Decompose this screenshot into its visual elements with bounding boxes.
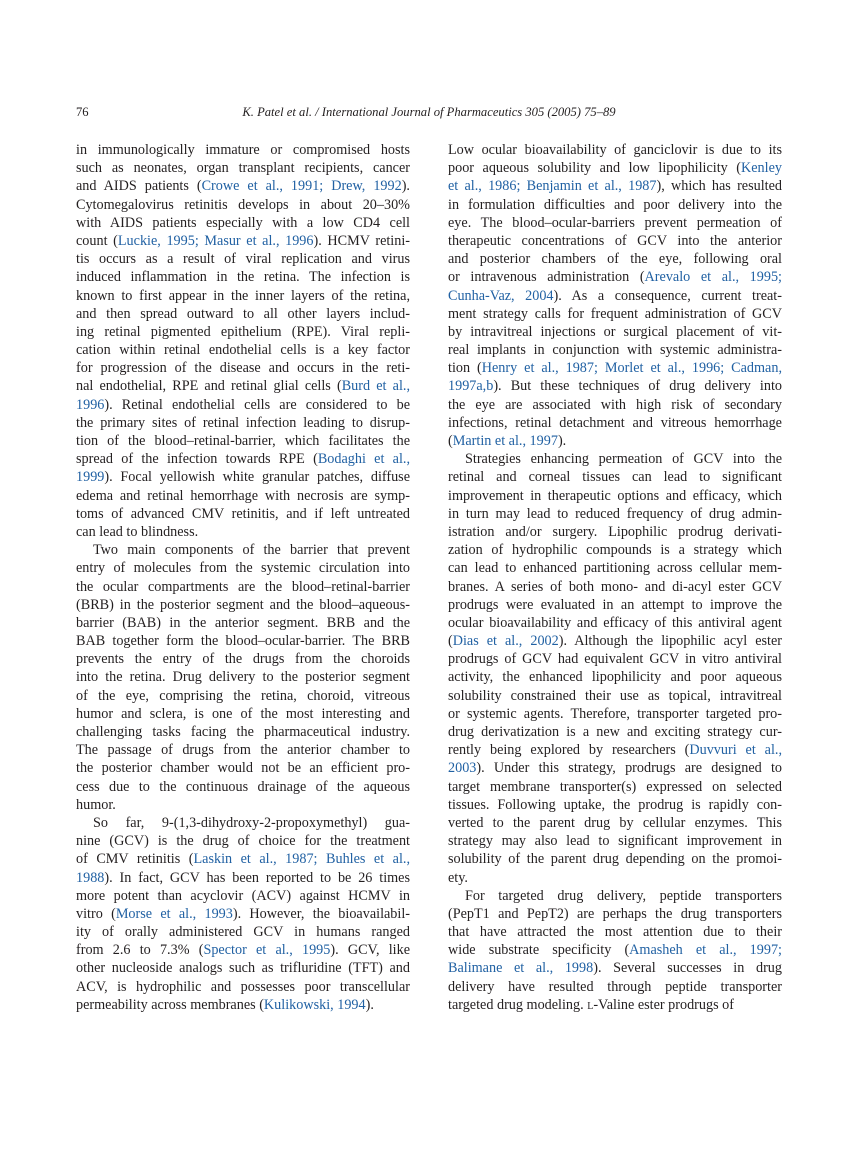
text-line [448,796,782,814]
text-line [76,305,410,323]
text-segment: from 2.6 to 7.3% ( [76,942,204,959]
text-line [76,359,410,377]
text-segment: tion of the blood–retinal-barrier, which facilitates the [76,433,410,449]
text-line [76,450,410,468]
text-segment: ). Retinal endothelial cells are considered to be [104,396,410,413]
text-segment: BAB together form the blood–ocular-barrier. The BRB [76,633,410,650]
text-segment: ). HCMV retini- [313,232,410,249]
text-segment: istration and/or surgery. Lipophilic prodrug derivati- [448,523,782,540]
text-line [448,632,782,650]
text-line [448,250,782,268]
citation-link[interactable]: Balimane et al., 1998 [448,960,594,977]
text-line [448,468,782,486]
text-line [448,323,782,341]
text-segment: delivery have resulted through peptide transporter [448,978,782,995]
text-segment: nine (GCV) is the drug of choice for the treatment [76,833,410,850]
text-segment: solubility of the parent drug depending on the promoi- [448,851,782,868]
text-segment: into the retina. Drug delivery to the posterior segment [76,669,410,686]
citation-link[interactable]: Dias et al., 2002 [452,633,559,650]
text-line [76,250,410,268]
text-line [76,487,410,505]
text-line [76,396,410,414]
text-line [448,432,782,450]
text-segment: of the eye, comprising the retina, choroid, vitreous [76,687,410,704]
text-line [448,996,782,1014]
text-segment: ment strategy calls for frequent administration of GCV [448,305,782,322]
right-column [448,141,782,1014]
text-segment: in immunologically immature or compromised hosts [76,142,410,158]
text-segment: and then spread outward to all other layers includ- [76,305,410,322]
citation-link[interactable]: 1988 [76,869,105,886]
text-line [448,741,782,759]
text-segment: ocular bioavailability and efficacy of this antiviral agent [448,614,782,631]
text-segment: nal endothelial, RPE and retinal glial cells ( [76,378,342,395]
text-segment: the eye are associated with high risk of secondary [448,396,782,413]
text-line [448,869,782,887]
text-line [76,159,410,177]
text-segment: for progression of the disease and occurs in the reti- [76,360,410,377]
text-segment: -Valine ester prodrugs of [593,996,734,1013]
text-line [76,232,410,250]
text-line [76,978,410,996]
citation-link[interactable]: 2003 [448,760,477,777]
text-line [448,578,782,596]
text-line [448,705,782,723]
text-line [76,905,410,923]
citation-link[interactable]: 1996 [76,396,105,413]
text-line [76,941,410,959]
text-segment: ). Under this strategy, prodrugs are designed to [476,760,782,777]
text-line [448,650,782,668]
text-line [76,850,410,868]
page-number: 76 [76,105,89,119]
text-line [448,614,782,632]
text-line [448,832,782,850]
text-line [76,614,410,632]
text-segment: barrier (BAB) in the anterior segment. BRB and the [76,614,410,631]
text-line [76,741,410,759]
text-line [76,468,410,486]
citation-link[interactable]: Bodaghi et al., [317,451,410,468]
text-segment: count ( [76,232,118,249]
text-segment: eye. The blood–ocular-barriers prevent permeation of [448,214,782,231]
text-line [76,559,410,577]
text-segment: ). [557,433,567,449]
citation-link[interactable]: Amasheh et al., 1997; [629,942,782,959]
text-segment: (PepT1 and PepT2) are perhaps the drug transporters [448,905,782,922]
text-line [448,396,782,414]
text-segment: in formulation difficulties and poor delivery into the [448,196,782,213]
text-line [448,414,782,432]
text-segment: improvement in therapeutic options and efficacy, which [448,487,782,504]
text-segment: and posterior chambers of the eye, following oral [448,251,782,268]
citation-link[interactable]: Laskin et al., 1987; Buhles et al., [193,851,410,868]
text-segment: cess due to the continuous drainage of the aqueous [76,778,410,795]
text-segment: ity of orally administered GCV in humans ranged [76,924,410,941]
text-segment: verted to the parent drug by cellular enzymes. This [448,814,782,831]
text-line [76,650,410,668]
citation-link[interactable]: Luckie, 1995; Masur et al., 1996 [117,232,314,249]
text-segment: induced inflammation in the retina. The infection is [76,269,410,286]
citation-link[interactable]: Spector et al., 1995 [203,942,331,959]
text-line [448,287,782,305]
text-segment: spread of the infection towards RPE ( [76,451,318,468]
text-segment: humor. [76,796,116,813]
text-segment: ). GCV, like [330,942,410,959]
text-segment: ). But these techniques of drug delivery into [493,378,782,395]
text-line [76,632,410,650]
text-segment: So far, 9-(1,3-dihydroxy-2-propoxymethyl) gua- [93,814,410,831]
text-segment: ( [448,633,453,650]
citation-link[interactable]: Martin et al., 1997 [452,433,558,449]
text-line [76,596,410,614]
text-segment: For targeted drug delivery, peptide transporters [465,887,782,904]
citation-link[interactable]: et al., 1986; Benjamin et al., 1987 [448,178,657,195]
text-segment: target membrane transporter(s) expressed on selected [448,778,782,795]
text-line [448,377,782,395]
text-segment: targeted drug modeling. [448,996,588,1013]
text-segment: ). Although the lipophilic acyl ester [558,633,782,650]
text-line [448,305,782,323]
text-segment: tion ( [448,360,482,377]
text-line [448,268,782,286]
page-header [76,105,782,123]
text-segment: cation within retinal endothelial cells is a key factor [76,342,410,359]
left-column [76,141,410,1014]
text-segment: such as neonates, organ transplant recipients, cancer [76,160,410,177]
text-line [76,687,410,705]
text-segment: solubility constrained their use as topical, intravitreal [448,687,782,704]
text-line [76,796,410,814]
text-segment: more potent than acyclovir (ACV) against HCMV in [76,887,410,904]
text-line [76,759,410,777]
text-segment: ). [365,996,374,1013]
text-line [448,905,782,923]
running-head: K. Patel et al. / International Journal of Pharmaceutics 305 (2005) 75–89 [242,105,616,119]
text-line [448,923,782,941]
text-segment: ). Several successes in drug [593,960,782,977]
text-line [76,832,410,850]
text-line [448,959,782,977]
text-segment: poor aqueous solubility and low lipophilicity ( [448,160,742,177]
text-line [448,687,782,705]
text-segment: permeability across membranes ( [76,996,264,1013]
text-segment: prodrugs were evaluated in an attempt to improve the [448,596,782,613]
text-segment: edema and retinal hemorrhage with necrosis are symp- [76,487,410,504]
text-segment: toms of advanced CMV retinitis, and if left untreated [76,505,410,522]
text-line [76,214,410,232]
text-segment: branes. A series of both mono- and di-acyl ester GCV [448,578,782,595]
text-line [448,214,782,232]
text-line [76,814,410,832]
citation-link[interactable]: 1999 [76,469,105,486]
text-line [76,523,410,541]
text-segment: Cytomegalovirus retinitis develops in about 20–30% [76,196,410,213]
text-line [76,141,410,159]
citation-link[interactable]: Cunha-Vaz, 2004 [448,287,554,304]
text-line [448,596,782,614]
text-line [448,668,782,686]
text-line [76,287,410,305]
text-segment: prevents the entry of the drugs from the choroids [76,651,410,668]
text-line [76,723,410,741]
text-segment: ). [401,178,410,195]
text-line [448,177,782,195]
text-segment: can lead to blindness. [76,523,199,540]
text-line [448,887,782,905]
text-line [448,941,782,959]
text-segment: the primary sites of retinal infection leading to disrup- [76,414,410,431]
text-line [448,232,782,250]
text-segment: vitro ( [76,905,116,922]
citation-link[interactable]: Kulikowski, 1994 [263,996,366,1013]
text-line [76,869,410,887]
text-segment: tissues. Following uptake, the prodrug is rapidly con- [448,796,782,813]
text-segment: The passage of drugs from the anterior chamber to [76,742,410,759]
text-line [448,359,782,377]
text-segment: and AIDS patients ( [76,178,202,195]
text-line [76,341,410,359]
text-line [76,578,410,596]
text-segment: by intravitreal injections or surgical placement of vit- [448,323,782,340]
text-line [448,505,782,523]
text-segment: challenging tasks facing the pharmaceutical industry. [76,724,410,740]
text-line [76,377,410,395]
text-segment: ). In fact, GCV has been reported to be 26 times [104,869,410,886]
text-line [448,341,782,359]
citation-link[interactable]: Morse et al., 1993 [115,905,233,922]
text-segment: prodrugs of GCV had equivalent GCV in vitro antiviral [448,651,782,668]
text-line [76,887,410,905]
text-segment: tis occurs as a result of viral replication and virus [76,251,410,268]
text-line [448,778,782,796]
text-segment: ety. [448,869,468,886]
text-line [76,177,410,195]
text-line [76,959,410,977]
text-line [76,505,410,523]
text-segment: Two main components of the barrier that prevent [93,542,410,559]
citation-link[interactable]: Crowe et al., 1991; Drew, 1992 [201,178,402,195]
text-line [76,268,410,286]
citation-link[interactable]: Arevalo et al., 1995; [644,269,782,286]
text-segment: Strategies enhancing permeation of GCV into the [465,451,782,468]
text-segment: infections, retinal detachment and vitreous hemorrhage [448,414,782,431]
text-segment: in turn may lead to reduced frequency of drug admin- [448,505,782,522]
text-line [448,196,782,214]
citation-link[interactable]: Burd et al., [341,378,410,395]
text-segment: real implants in conjunction with systemic administra- [448,342,782,359]
citation-link[interactable]: Kenley [741,160,782,177]
text-segment: ing retinal pigmented epithelium (RPE). Viral repli- [76,323,410,340]
text-segment: with AIDS patients especially with a low CD4 cell [76,214,410,231]
text-segment: therapeutic concentrations of GCV into the anterior [448,232,782,249]
text-line [448,814,782,832]
text-line [76,414,410,432]
text-line [448,759,782,777]
text-segment: zation of hydrophilic compounds is a strategy which [448,542,782,559]
text-segment: strategy may also lead to significant improvement in [448,833,782,850]
citation-link[interactable]: Henry et al., 1987; Morlet et al., 1996; Cadman, [481,360,782,377]
text-line [76,778,410,796]
text-segment: retinal and corneal tissues can lead to significant [448,469,782,486]
text-line [448,559,782,577]
text-segment: the posterior chamber would not be an efficient pro- [76,760,410,777]
text-segment: or intravenous administration ( [448,269,645,286]
text-segment: entry of molecules from the systemic circulation into [76,560,410,577]
text-segment: rently being explored by researchers ( [448,742,690,759]
text-segment: ( [448,433,453,449]
small-caps-text: l [587,996,594,1013]
text-line [76,923,410,941]
text-segment: wide substrate specificity ( [448,942,630,959]
text-segment: Low ocular bioavailability of ganciclovir is due to its [448,142,782,158]
text-line [76,432,410,450]
text-line [76,323,410,341]
citation-link[interactable]: 1997a,b [448,378,494,395]
text-segment: of CMV retinitis ( [76,851,194,868]
text-segment: ). As a consequence, current treat- [553,287,782,304]
text-segment: other nucleoside analogs such as trifluridine (TFT) and [76,960,410,977]
citation-link[interactable]: Duvvuri et al., [689,742,782,759]
text-segment: ). However, the bioavailabil- [232,905,410,922]
text-line [448,723,782,741]
text-line [76,196,410,214]
text-segment: can lead to enhanced partitioning across cellular mem- [448,560,782,577]
text-segment: that have attracted the most attention due to their [448,924,782,941]
text-segment: ), which has resulted [656,178,782,195]
text-segment: ). Focal yellowish white granular patches, diffuse [104,469,410,486]
text-line [448,523,782,541]
text-line [76,996,410,1014]
text-line [76,705,410,723]
text-line [448,541,782,559]
text-segment: (BRB) in the posterior segment and the blood–aqueous- [76,596,410,613]
text-segment: ACV, is hydrophilic and possesses poor transcellular [76,978,410,995]
text-segment: or systemic agents. Therefore, transporter targeted pro- [448,705,782,722]
text-segment: the ocular compartments are the blood–retinal-barrier [76,578,410,595]
text-line [448,978,782,996]
text-line [448,141,782,159]
text-line [448,850,782,868]
text-segment: known to first appear in the inner layers of the retina, [76,287,410,304]
text-segment: activity, the enhanced lipophilicity and poor aqueous [448,669,782,686]
text-line [76,668,410,686]
text-line [448,450,782,468]
text-segment: drug derivatization is a new and exciting strategy cur- [448,724,782,740]
text-line [448,159,782,177]
text-line [76,541,410,559]
text-segment: humor and sclera, is one of the most interesting and [76,705,410,722]
text-line [448,487,782,505]
